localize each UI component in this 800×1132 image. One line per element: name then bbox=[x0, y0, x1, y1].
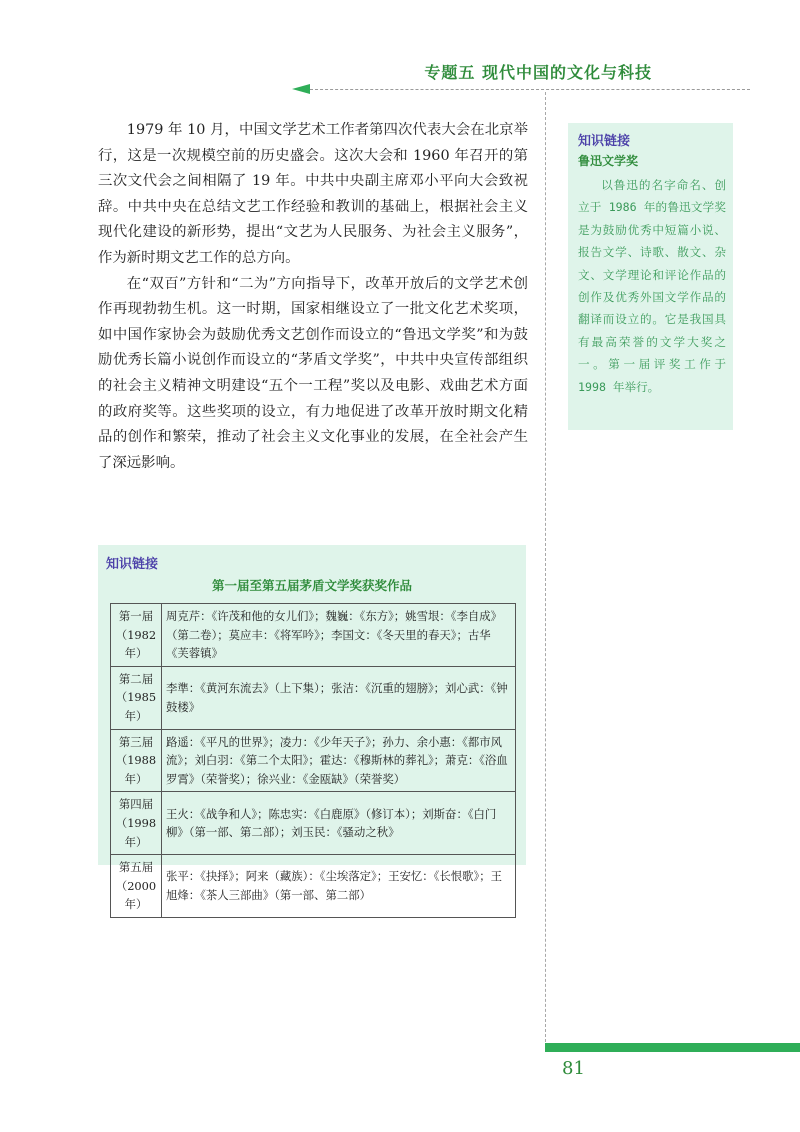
era-cell: 第三届 （1988 年） bbox=[111, 729, 162, 792]
era-cell: 第一届 （1982 年） bbox=[111, 604, 162, 667]
era-cell: 第二届 （1985 年） bbox=[111, 666, 162, 729]
column-divider bbox=[545, 92, 546, 1042]
footer-accent-bar bbox=[545, 1043, 800, 1052]
table-row bbox=[111, 604, 516, 667]
box-heading: 知识链接 bbox=[106, 557, 159, 572]
award-table bbox=[110, 603, 516, 918]
main-text bbox=[98, 118, 528, 476]
table-row bbox=[111, 729, 516, 792]
works-cell: 周克芹：《许茂和他的女儿们》；魏巍：《东方》；姚雪垠：《李自成》（第二卷）；莫应丰：《将军吟》；李国文：《冬天里的春天》；古华《芙蓉镇》 bbox=[162, 604, 516, 667]
page-number: 81 bbox=[562, 1058, 585, 1079]
paragraph: 在“双百”方针和“二为”方向指导下，改革开放后的文学艺术创作再现勃勃生机。这一时期，国家相继设立了一批文化艺术奖项，如中国作家协会为鼓励优秀文艺创作而设立的“鲁迅文学奖”和为鼓励优秀长篇小说创作而设立的“茅盾文学奖”，中共中央宣传部组织的社会主义精神文明建设“五个一工程”奖以及电影、戏曲艺术方面的政府奖等。这些奖项的设立，有力地促进了改革开放时期文化精品的创作和繁荣，推动了社会主义文化事业的发展，在全社会产生了深远影响。 bbox=[98, 275, 528, 471]
era-cell: 第五届 （2000 年） bbox=[111, 855, 162, 918]
knowledge-link-box bbox=[98, 545, 526, 912]
header-band bbox=[0, 52, 800, 90]
works-cell: 张平：《抉择》；阿来（藏族）：《尘埃落定》；王安忆：《长恨歌》；王旭烽：《茶人三部曲》（第一部、第二部） bbox=[162, 855, 516, 918]
works-cell: 路遥：《平凡的世界》；凌力：《少年天子》；孙力、余小惠：《都市风流》；刘白羽：《第二个太阳》；霍达：《穆斯林的葬礼》；萧克：《浴血罗霄》（荣誉奖）；徐兴业：《金瓯缺》（荣誉奖） bbox=[162, 729, 516, 792]
sidebar-subtitle: 鲁迅文学奖 bbox=[578, 154, 639, 168]
knowledge-link-sidebar bbox=[568, 123, 733, 430]
table-title: 第一届至第五届茅盾文学奖获奖作品 bbox=[211, 578, 412, 593]
works-cell: 李準：《黄河东流去》（上下集）；张洁：《沉重的翅膀》；刘心武：《钟鼓楼》 bbox=[162, 666, 516, 729]
table-row bbox=[111, 666, 516, 729]
chapter-title: 专题五 现代中国的文化与科技 bbox=[424, 63, 652, 82]
sidebar-body: 以鲁迅的名字命名、创立于 1986 年的鲁迅文学奖是为鼓励优秀中短篇小说、报告文学、诗歌、散文、杂文、文学理论和评论作品的创作及优秀外国文学作品的翻译而设立的。它是我国具有最高荣誉的文学大奖之一。第一届评奖工作于 1998 年举行。 bbox=[578, 178, 726, 394]
sidebar-heading: 知识链接 bbox=[578, 134, 631, 149]
era-cell: 第四届 （1998 年） bbox=[111, 792, 162, 855]
table-row bbox=[111, 792, 516, 855]
works-cell: 王火：《战争和人》；陈忠实：《白鹿原》（修订本）；刘斯奋：《白门柳》（第一部、第二部）；刘玉民：《骚动之秋》 bbox=[162, 792, 516, 855]
arrow-icon bbox=[292, 84, 310, 94]
header-divider bbox=[310, 89, 750, 90]
paragraph: 1979 年 10 月，中国文学艺术工作者第四次代表大会在北京举行，这是一次规模空前的历史盛会。这次大会和 1960 年召开的第三次文代会之间相隔了 19 年。中共中央副主席邓小平向大会致祝辞。中共中央在总结文艺工作经验和教训的基础上，根据社会主义现代化建设的新形势，提出“文艺为人民服务、为社会主义服务”，作为新时期文艺工作的总方向。 bbox=[98, 122, 528, 266]
table-row bbox=[111, 855, 516, 918]
